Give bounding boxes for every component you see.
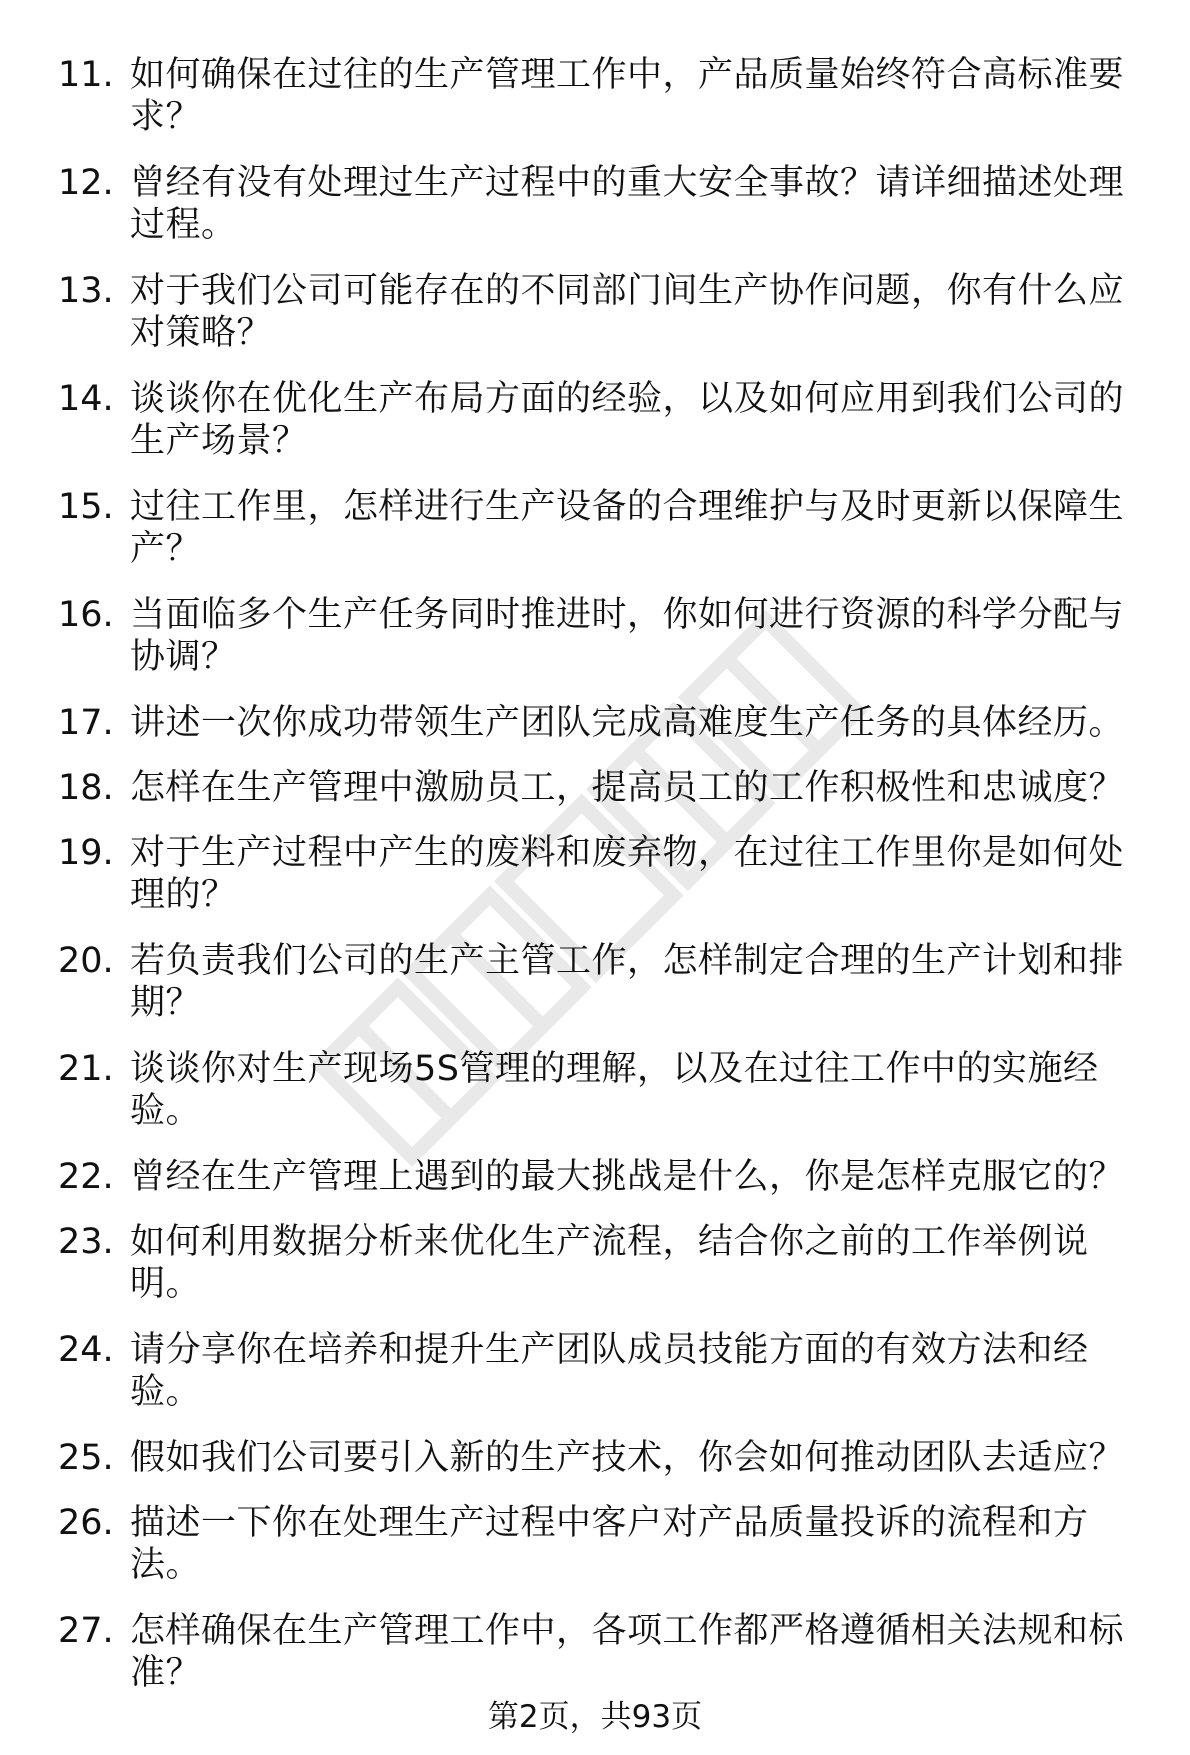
question-text: 对于生产过程中产生的废料和废弃物，在过往工作里你是如何处理的？ [130,833,1125,915]
list-item [58,1221,1148,1329]
list-item [58,1329,1148,1437]
question-text: 假如我们公司要引入新的生产技术，你会如何推动团队去适应？ [130,1438,1125,1478]
question-number: 23. [58,1222,114,1262]
question-number: 11. [58,55,114,95]
question-text: 如何确保在过往的生产管理工作中，产品质量始终符合高标准要求？ [130,55,1125,137]
list-item [58,270,1148,378]
list-item [58,1156,1148,1221]
question-number: 20. [58,941,114,981]
list-item [58,1502,1148,1610]
page-number: 第2页，共93页 [487,1699,703,1735]
question-number: 19. [58,833,114,873]
question-text: 曾经在生产管理上遇到的最大挑战是什么，你是怎样克服它的？ [130,1157,1125,1197]
question-number: 17. [58,703,114,743]
question-text: 若负责我们公司的生产主管工作，怎样制定合理的生产计划和排期？ [130,941,1125,1023]
question-text: 曾经有没有处理过生产过程中的重大安全事故？请详细描述处理过程。 [130,163,1125,245]
question-number: 12. [58,163,114,203]
question-text: 过往工作里，怎样进行生产设备的合理维护与及时更新以保障生产？ [130,487,1125,569]
question-text: 描述一下你在处理生产过程中客户对产品质量投诉的流程和方法。 [130,1503,1089,1585]
question-number: 22. [58,1157,114,1197]
list-item [58,702,1148,767]
question-number: 13. [58,271,114,311]
list-item [58,486,1148,594]
question-text: 请分享你在培养和提升生产团队成员技能方面的有效方法和经验。 [130,1330,1089,1412]
question-number: 18. [58,768,114,808]
question-text: 讲述一次你成功带领生产团队完成高难度生产任务的具体经历。 [130,703,1125,743]
question-text: 怎样在生产管理中激励员工，提高员工的工作积极性和忠诚度？ [130,768,1125,808]
question-text: 当面临多个生产任务同时推进时，你如何进行资源的科学分配与协调？ [130,595,1125,677]
question-number: 15. [58,487,114,527]
question-text: 谈谈你对生产现场5S管理的理解，以及在过往工作中的实施经验。 [130,1049,1099,1131]
list-item [58,378,1148,486]
question-number: 21. [58,1049,114,1089]
question-text: 谈谈你在优化生产布局方面的经验，以及如何应用到我们公司的生产场景？ [130,379,1125,461]
question-text: 怎样确保在生产管理工作中，各项工作都严格遵循相关法规和标准？ [130,1611,1125,1693]
question-list [58,54,1148,1718]
list-item [58,162,1148,270]
list-item [58,1437,1148,1502]
question-text: 对于我们公司可能存在的不同部门间生产协作问题，你有什么应对策略？ [130,271,1125,353]
question-number: 25. [58,1438,114,1478]
question-text: 如何利用数据分析来优化生产流程，结合你之前的工作举例说明。 [130,1222,1089,1304]
list-item [58,940,1148,1048]
list-item [58,767,1148,832]
question-number: 16. [58,595,114,635]
list-item [58,594,1148,702]
list-item [58,54,1148,162]
question-number: 14. [58,379,114,419]
list-item [58,832,1148,940]
question-number: 26. [58,1503,114,1543]
question-number: 27. [58,1611,114,1651]
list-item [58,1048,1148,1156]
question-number: 24. [58,1330,114,1370]
